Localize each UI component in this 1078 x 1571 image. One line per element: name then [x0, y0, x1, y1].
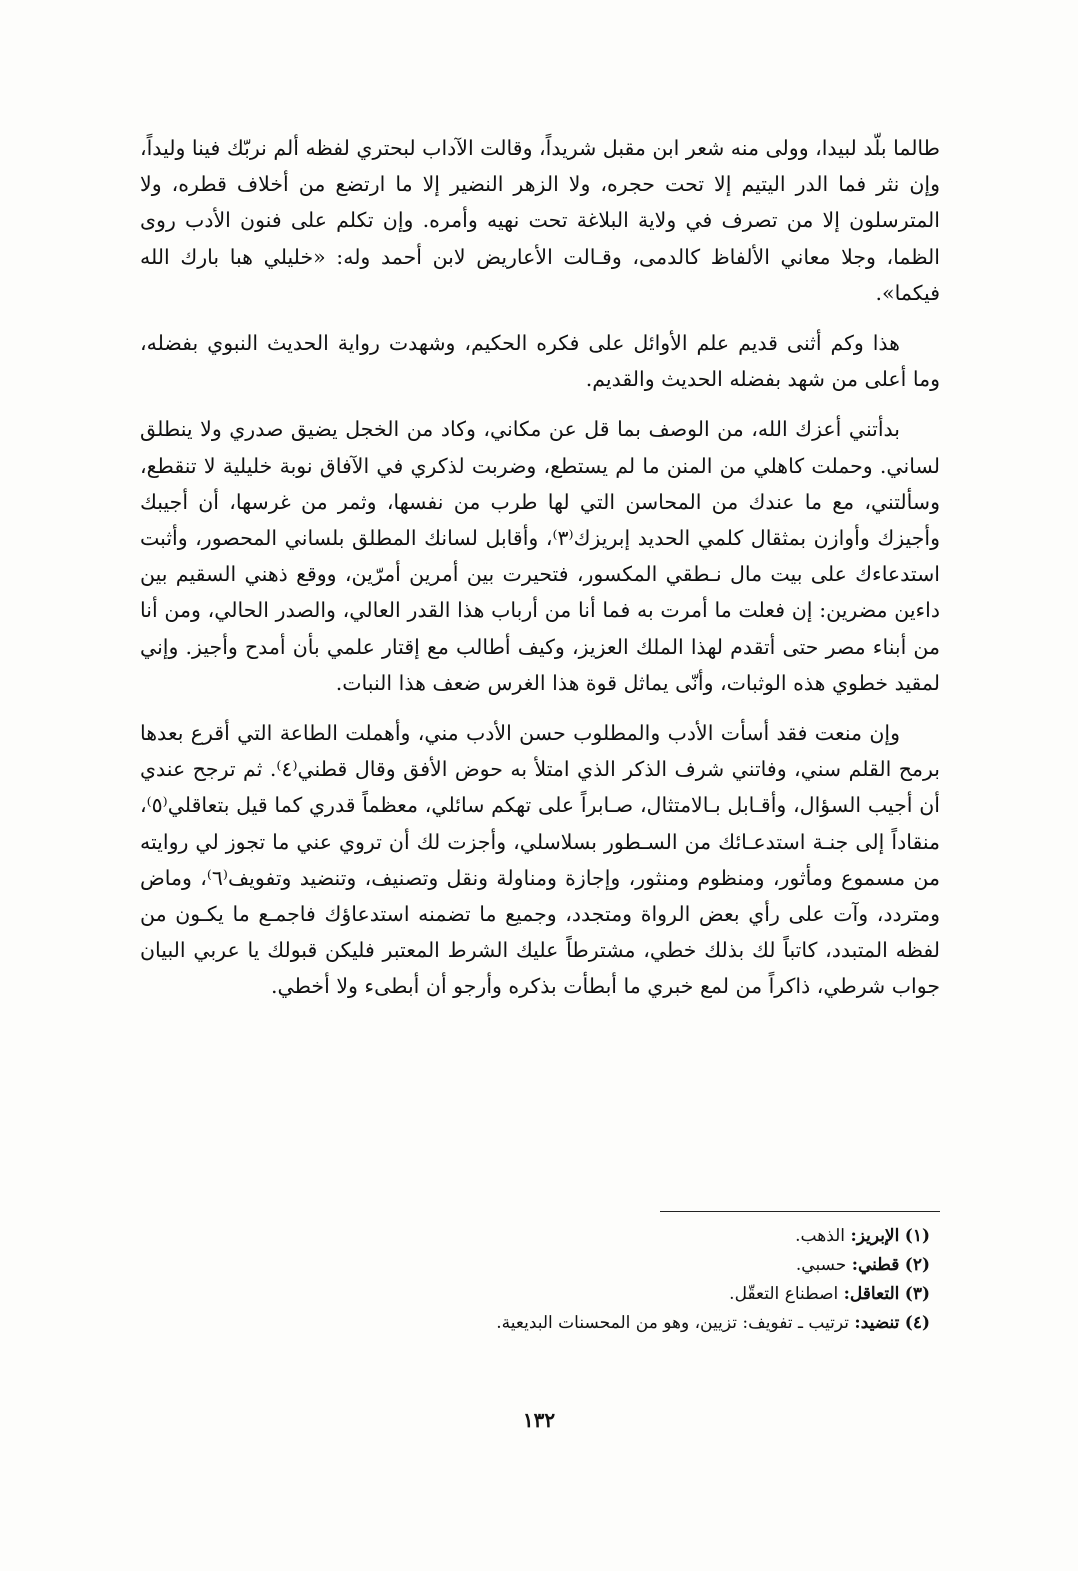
footnote-text: الذهب. [795, 1226, 846, 1246]
footnote-text: ترتيب ـ تفويف: تزيين، وهو من المحسنات البديعية. [496, 1313, 850, 1333]
paragraph-2: هذا وكم أثنى قديم علم الأوائل على فكره الحكيم، وشهدت رواية الحديث النبوي بفضله، وما أعلى من شهد بفضله الحديث والقديم. [140, 331, 940, 392]
paragraph-3: بدأتني أعزك الله، من الوصف بما قل عن مكاني، وكاد من الخجل يضيق صدري ولا ينطلق لساني. وحملت كاهلي من المنن ما لم يستطع، وضربت لذكري في الآفاق نوبة خليلية لا تنقطع، وسألتني، مع ما عندك من المحاسن التي لها طرب من نفسها، وثمر من غرسها، أن أجيبك وأجيزك وأوازن بمثقال كلمي الحديد إبريزك⁽٣⁾، وأقابل لسانك المطلق بلساني المحصور، وأثبت استدعاءك على بيت مال نـطقي المكسور، فتحيرت بين أمرين أمرّين، ووقع ذهني السقيم بين داءين مضرين: إن فعلت ما أمرت به فما أنا من أرباب هذا القدر العالي، والصدر الحالي، ومن أنا من أبناء مصر حتى أتقدم لهذا الملك العزيز، وكيف أطالب مع إقتار علمي بأن أمدح وأجيز. وإني لمقيد خطوي هذه الوثبات، وأنّى يماثل قوة هذا الغرس ضعف هذا النبات. [140, 417, 940, 695]
footnote-divider [660, 1211, 940, 1212]
footnote-4 [150, 1309, 930, 1338]
footnotes-section [150, 1222, 930, 1338]
footnote-number: (٤) [904, 1313, 930, 1333]
paragraph-4: وإن منعت فقد أسأت الأدب والمطلوب حسن الأدب مني، وأهملت الطاعة التي أقرع بعدها برمح القلم سني، وفاتني شرف الذكر الذي امتلأ به حوض الأفق وقال قطني⁽٤⁾. ثم ترجح عندي أن أجيب السؤال، وأقـابل بـالامتثال، صـابراً على تهكم سائلي، معظماً قدري كما قيل بتعاقلي⁽٥⁾، منقاداً إلى جنـة استدعـائك من السـطور بسلاسلي، وأجزت لك أن تروي عني ما تجوز لي روايته من مسموع ومأثور، ومنظوم ومنثور، وإجازة ومناولة ونقل وتصنيف، وتنضيد وتفويف⁽٦⁾، وماض ومتردد، وآت على رأي بعض الرواة ومتجدد، وجميع ما تضمنه استدعاؤك فاجمـع ما يكـون من لفظه المتبدد، كاتباً لك بذلك خطي، مشترطاً عليك الشرط المعتبر فليكن قبولك يا عربي البيان جواب شرطي، ذاكراً من لمع خبري ما أبطأت بذكره وأرجو أن أبطىء ولا أخطي. [140, 721, 940, 999]
footnote-number: (٣) [904, 1284, 930, 1304]
footnote-term: التعاقل: [843, 1284, 900, 1304]
footnote-term: قطني: [851, 1255, 900, 1275]
footnote-term: الإبريز: [850, 1226, 900, 1246]
page-number: ١٣٢ [522, 1408, 556, 1432]
footnote-3 [150, 1280, 930, 1309]
footnote-term: تنضيد: [854, 1313, 900, 1333]
footnote-text: حسبي. [795, 1255, 847, 1275]
footnote-number: (١) [904, 1226, 930, 1246]
paragraph-1: طالما بلّد لبيدا، وولى منه شعر ابن مقبل شريداً، وقالت الآداب لبحتري لفظه ألم نربّك فينا وليداً، وإن نثر فما الدر اليتيم إلا تحت حجره، ولا الزهر النضير إلا ما ارتضع من أخلاف قطره، ولا المترسلون إلا من تصرف في ولاية البلاغة تحت نهيه وأمره. وإن تكلم على فنون الأدب روى الظما، وجلا معاني الألفاظ كالدمى، وقـالت الأعاريض لابن أحمد وله: «خليلي هبا بارك الله فيكما». [140, 136, 940, 305]
footnote-2 [150, 1251, 930, 1280]
footnote-text: اصطناع التعقّل. [729, 1284, 839, 1304]
main-text-block [140, 130, 940, 1005]
footnote-number: (٢) [904, 1255, 930, 1275]
footnote-1 [150, 1222, 930, 1251]
